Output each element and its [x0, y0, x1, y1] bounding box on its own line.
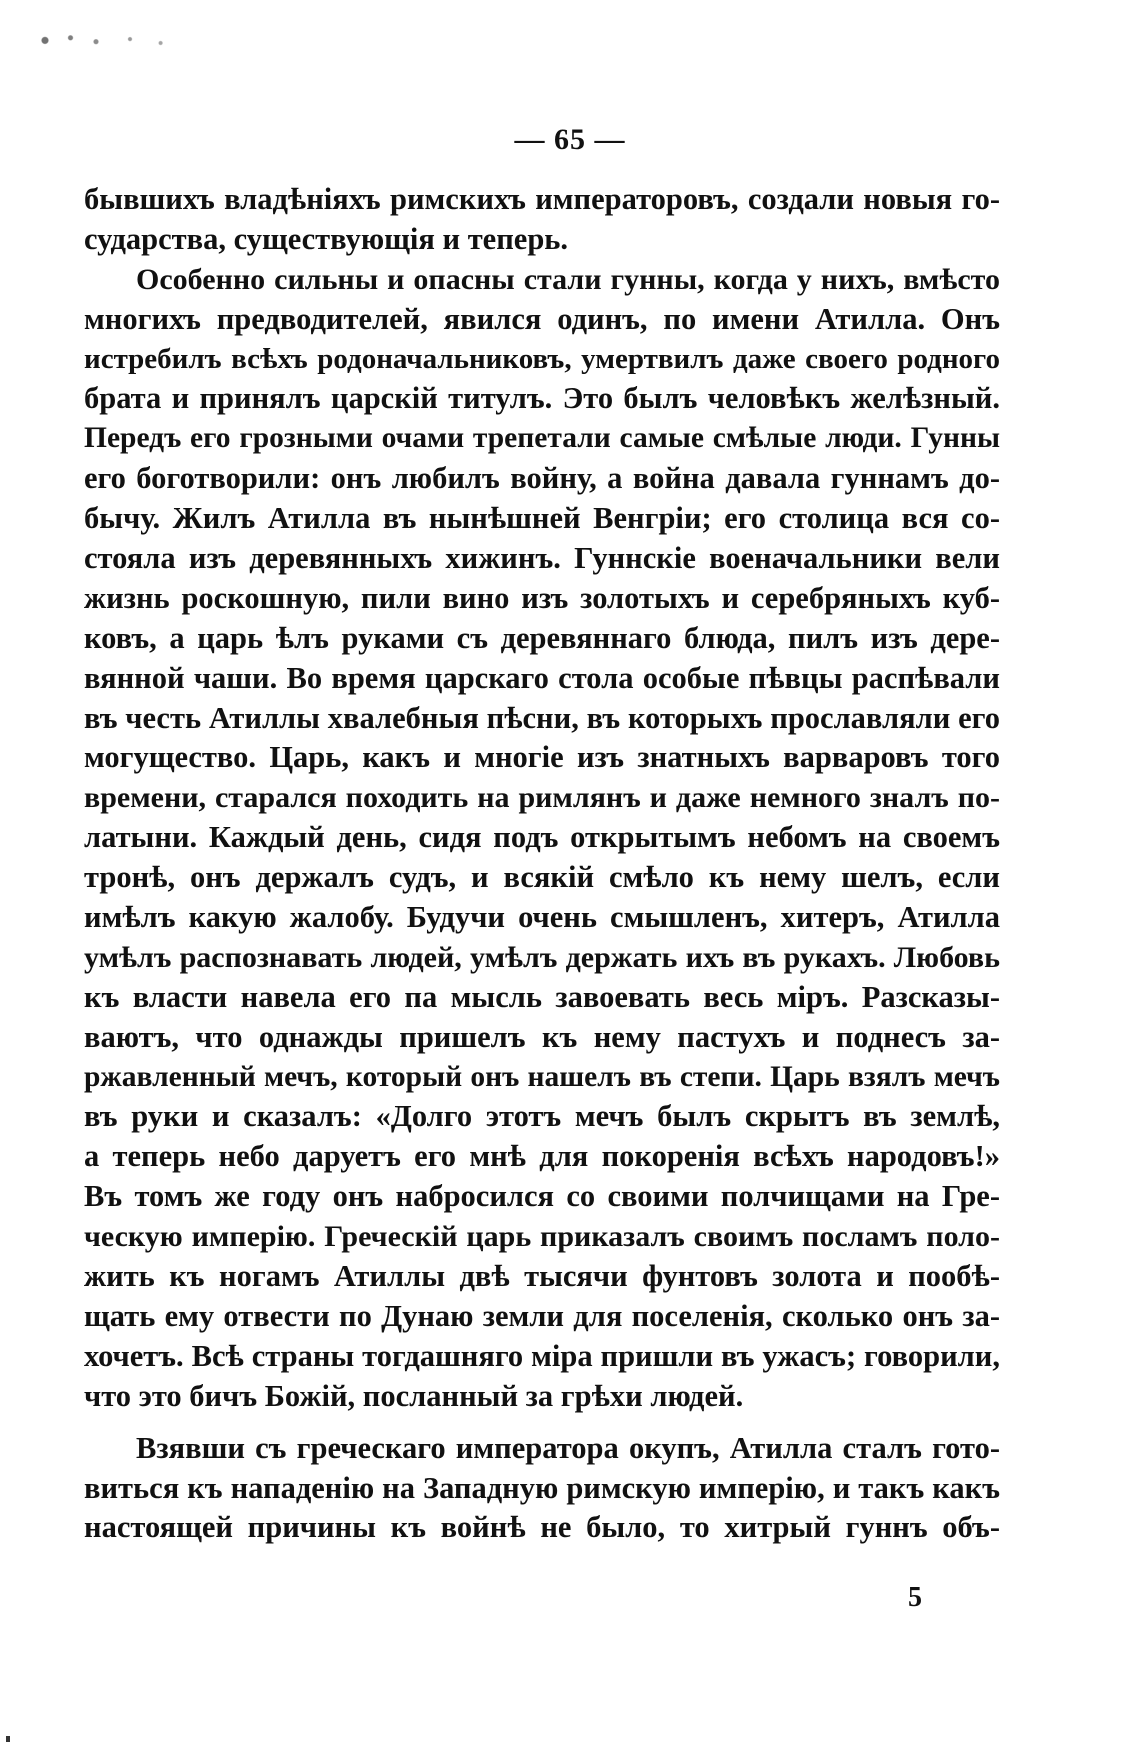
text-line: латыни. Каждый день, сидя подъ открытымъ небомъ на своемъ [84, 820, 1000, 855]
text-line: ческую имперію. Греческій царь приказалъ своимъ посламъ поло- [84, 1220, 1000, 1254]
paragraph-gap [84, 1417, 1000, 1429]
text-line: въ честь Атиллы хвалебныя пѣсни, въ которыхъ прославляли его [84, 700, 1000, 735]
page-number: — 65 — [514, 123, 626, 156]
text-line: времени, старался походить на римлянъ и даже немного зналъ по- [84, 781, 1000, 815]
text-line: бычу. Жилъ Атилла въ нынѣшней Венгріи; его столица вся со- [84, 501, 1000, 536]
text-line: сударства, существующія и теперь. [84, 221, 569, 256]
scan-artifact [28, 30, 198, 56]
text-line: брата и принялъ царскій титулъ. Это былъ человѣкъ желѣзный. [84, 381, 1000, 416]
scan-artifact [6, 1736, 10, 1742]
text-line: Передъ его грозными очами трепетали самые смѣлые люди. Гунны [84, 422, 1000, 455]
text-line: его боготворили: онъ любилъ войну, а война давала гуннамъ до- [84, 461, 1000, 496]
printer-signature-mark: 5 [908, 1582, 922, 1613]
text-line: вянной чаши. Во время царскаго стола особые пѣвцы распѣвали [84, 660, 1000, 695]
body-text [84, 180, 1000, 1548]
text-line: могущество. Царь, какъ и многіе изъ знатныхъ варваровъ того [84, 740, 1000, 775]
text-line: тронѣ, онъ держалъ судъ, и всякій смѣло къ нему шелъ, если [84, 860, 1000, 895]
text-line: ржавленный мечъ, который онъ нашелъ въ степи. Царь взялъ мечъ [84, 1060, 1000, 1093]
text-line: что это бичъ Божій, посланный за грѣхи людей. [84, 1378, 744, 1413]
text-line: жить къ ногамъ Атиллы двѣ тысячи фунтовъ золота и пообѣ- [84, 1259, 1000, 1294]
text-line: имѣлъ какую жалобу. Будучи очень смышленъ, хитеръ, Атилла [84, 900, 1000, 935]
text-line: хочетъ. Всѣ страны тогдашняго міра пришли въ ужасъ; говорили, [84, 1338, 1000, 1373]
text-line: многихъ предводителей, явился одинъ, по имени Атилла. Онъ [84, 301, 1000, 336]
text-line: ваютъ, что однажды пришелъ къ нему пастухъ и поднесъ за- [84, 1019, 1000, 1054]
text-line: въ руки и сказалъ: «Долго этотъ мечъ былъ скрытъ въ землѣ, [84, 1099, 1000, 1134]
text-line: настоящей причины къ войнѣ не было, то хитрый гуннъ объ- [84, 1510, 1000, 1545]
text-line: Въ томъ же году онъ набросился со своими полчищами на Гре- [84, 1179, 1000, 1214]
text-line: ковъ, а царь ѣлъ руками съ деревяннаго блюда, пилъ изъ дере- [84, 620, 1000, 655]
text-line: Взявши съ греческаго императора окупъ, Атилла сталъ гото- [136, 1430, 1000, 1465]
text-line: умѣлъ распознавать людей, умѣлъ держать ихъ въ рукахъ. Любовь [84, 940, 1000, 974]
text-line: бывшихъ владѣніяхъ римскихъ императоровъ, создали новыя го- [84, 182, 1000, 216]
text-line: истребилъ всѣхъ родоначальниковъ, умертвилъ даже своего родного [84, 342, 1000, 375]
text-line: виться къ нападенію на Западную римскую имперію, и такъ какъ [84, 1470, 1000, 1505]
text-line: къ власти навела его па мысль завоевать весь міръ. Разсказы- [84, 979, 1000, 1014]
text-line: стояла изъ деревянныхъ хижинъ. Гуннскіе военачальники вели [84, 541, 1000, 576]
text-line: а теперь небо даруетъ его мнѣ для покоренія всѣхъ народовъ!» [84, 1139, 1000, 1174]
text-line: жизнь роскошную, пили вино изъ золотыхъ и серебряныхъ куб- [84, 580, 1000, 615]
text-line: щать ему отвести по Дунаю земли для поселенія, сколько онъ за- [84, 1298, 1000, 1333]
text-line: Особенно сильны и опасны стали гунны, когда у нихъ, вмѣсто [136, 262, 1000, 296]
